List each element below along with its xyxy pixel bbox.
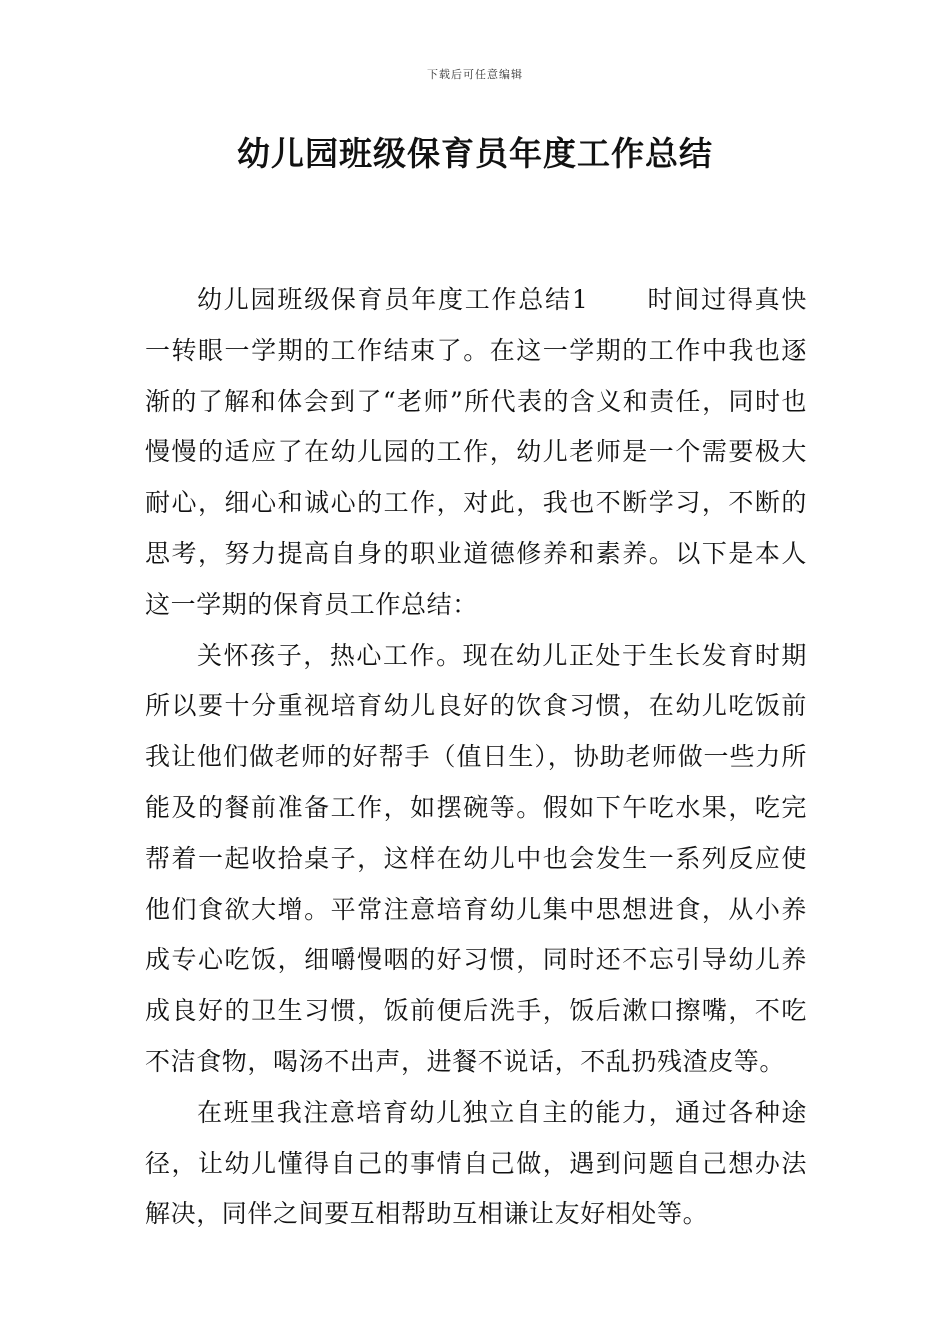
paragraph-3: 在班里我注意培育幼儿独立自主的能力，通过各种途径，让幼儿懂得自己的事情自己做，遇到问题自己想办法解决，同伴之间要互相帮助互相谦让友好相处等。 [145, 1097, 807, 1229]
header-note: 下载后可任意编辑 [427, 68, 523, 81]
paragraph-1-lead: 幼儿园班级保育员年度工作总结1 [197, 285, 589, 314]
paragraph-1 [145, 275, 807, 631]
document-body [145, 275, 807, 1240]
paragraph-1-text: 时间过得真快一转眼一学期的工作结束了。在这一学期的工作中我也逐渐的了解和体会到了“老师”所代表的含义和责任，同时也慢慢的适应了在幼儿园的工作，幼儿老师是一个需要极大耐心，细心和诚心的工作，对此，我也不断学习，不断的思考，努力提高自身的职业道德修养和素养。以下是本人这一学期的保育员工作总结： [145, 285, 807, 619]
document-title: 幼儿园班级保育员年度工作总结 [237, 134, 713, 173]
paragraph-2: 关怀孩子，热心工作。现在幼儿正处于生长发育时期所以要十分重视培育幼儿良好的饮食习惯，在幼儿吃饭前我让他们做老师的好帮手（值日生），协助老师做一些力所能及的餐前准备工作，如摆碗等。假如下午吃水果，吃完帮着一起收拾桌子，这样在幼儿中也会发生一系列反应使他们食欲大增。平常注意培育幼儿集中思想进食，从小养成专心吃饭，细嚼慢咽的好习惯，同时还不忘引导幼儿养成良好的卫生习惯，饭前便后洗手，饭后漱口擦嘴，不吃不洁食物，喝汤不出声，进餐不说话，不乱扔残渣皮等。 [145, 640, 807, 1076]
